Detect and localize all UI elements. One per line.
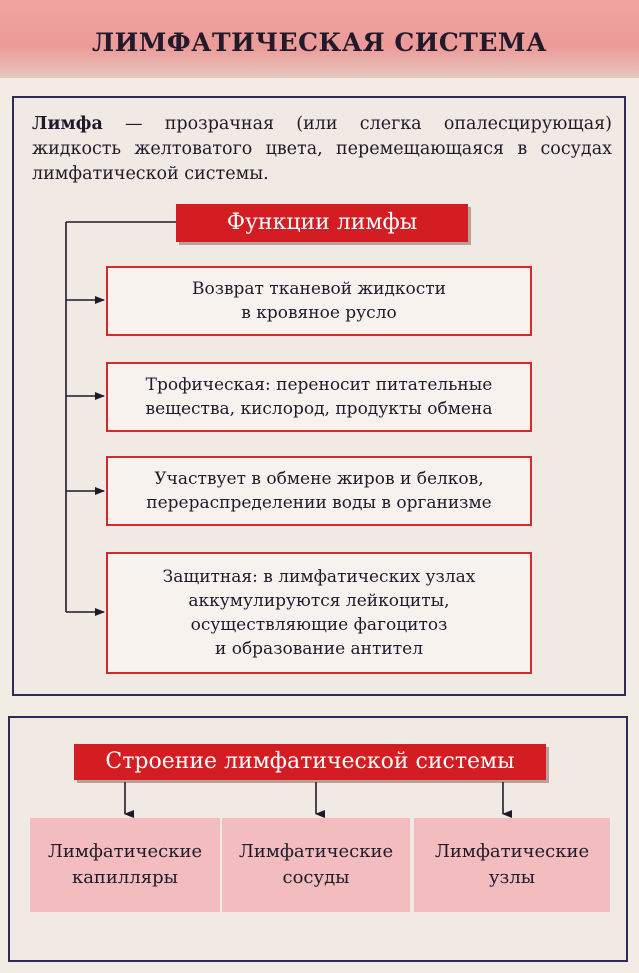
structure-box-vessels — [222, 818, 410, 912]
function-box-protective — [106, 552, 532, 674]
function-2-line2: вещества, кислород, продукты обмена — [145, 399, 493, 419]
definition-body: — прозрачная (или слегка опалесцирующая) жидкость желтоватого цвета, перемещающаяся в сосудах лимфатической системы. — [32, 114, 612, 184]
function-box-return — [106, 266, 532, 336]
function-3-line1: Участвует в обмене жиров и белков, — [154, 469, 484, 489]
function-box-trophic — [106, 362, 532, 432]
function-3-line2: перераспределении воды в организме — [146, 493, 492, 513]
function-box-metabolism — [106, 456, 532, 526]
function-4-line1: Защитная: в лимфатических узлах — [162, 567, 476, 587]
structure-2-line2: сосуды — [282, 867, 350, 888]
structure-header: Строение лимфатической системы — [74, 744, 546, 780]
function-4-line2: аккумулируются лейкоциты, — [188, 591, 450, 611]
structure-1-line2: капилляры — [71, 867, 179, 888]
page-title: ЛИМФАТИЧЕСКАЯ СИСТЕМА — [92, 28, 547, 57]
function-1-line1: Возврат тканевой жидкости — [191, 279, 447, 299]
structure-3-line1: Лимфатические — [434, 841, 590, 862]
functions-header: Функции лимфы — [176, 204, 468, 242]
structure-3-line2: узлы — [488, 867, 536, 888]
structure-connector — [0, 700, 639, 830]
structure-1-line1: Лимфатические — [47, 841, 203, 862]
structure-2-line1: Лимфатические — [238, 841, 394, 862]
structure-box-nodes — [414, 818, 610, 912]
function-2-line1: Трофическая: переносит питательные — [145, 375, 493, 395]
function-4-line3: осуществляющие фагоцитоз — [190, 615, 448, 635]
definition-term: Лимфа — [32, 114, 103, 134]
structure-box-capillaries — [30, 818, 220, 912]
function-4-line4: и образование антител — [214, 639, 423, 659]
function-1-line2: в кровяное русло — [241, 303, 397, 323]
